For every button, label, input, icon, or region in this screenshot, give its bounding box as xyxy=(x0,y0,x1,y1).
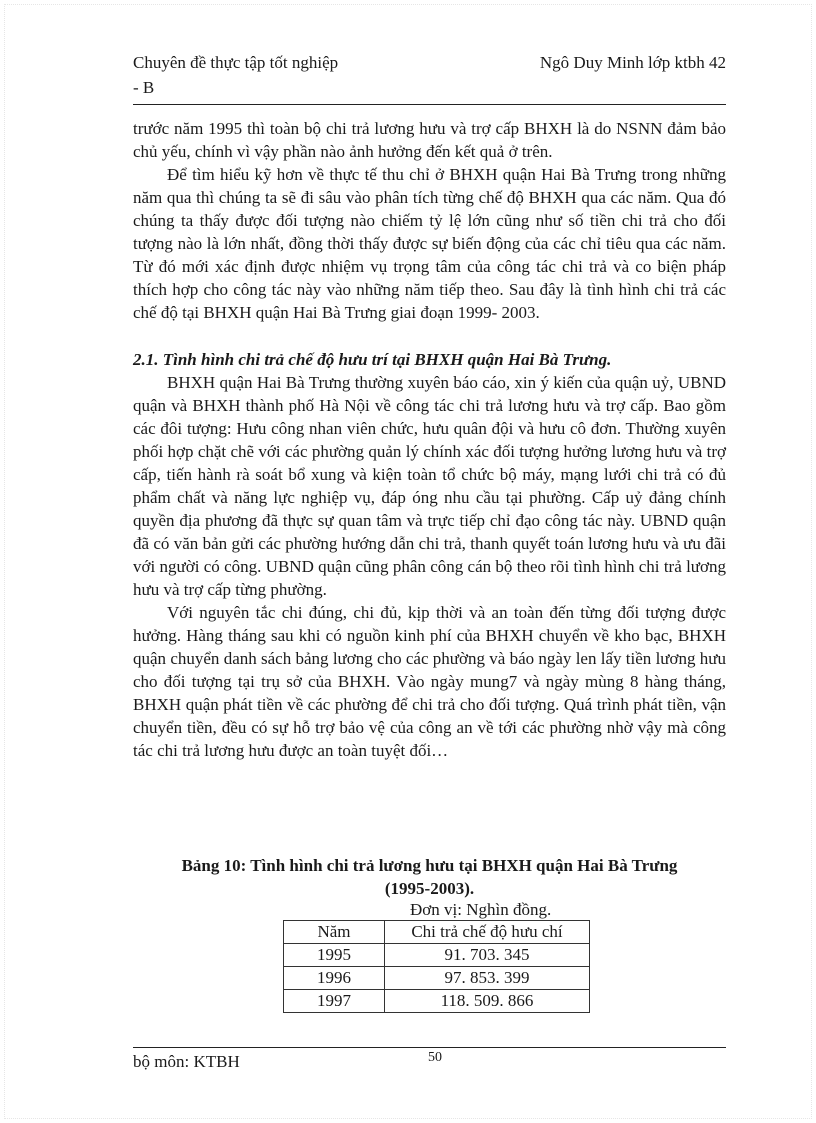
table-unit: Đơn vị: Nghìn đồng. xyxy=(410,900,552,919)
amount-cell: 118. 509. 866 xyxy=(385,990,590,1013)
year-cell: 1995 xyxy=(284,944,385,967)
document-body xyxy=(133,117,726,762)
amount-cell: 91. 703. 345 xyxy=(385,944,590,967)
paragraph-2: Để tìm hiểu kỹ hơn về thực tế thu chỉ ở BHXH quận Hai Bà Trưng trong những năm qua thì chúng ta sẽ đi sâu vào phân tích từng chế độ BHXH qua các năm. Qua đó chúng ta thấy được đối tượng nào chiếm tỷ lệ lớn cũng như số tiền chi trả cho đối tượng nào là lớn nhất, đồng thời thấy được sự biến động của các chỉ tiêu qua các năm. Từ đó mới xác định được nhiệm vụ trọng tâm của công tác chi trả và co biện pháp thích hợp cho công tác này vào những năm tiếp theo. Sau đây là tình hình chi trả các chế độ tại BHXH quận Hai Bà Trưng giai đoạn 1999- 2003. xyxy=(133,165,726,322)
paragraph-1: trước năm 1995 thì toàn bộ chi trả lương hưu và trợ cấp BHXH là do NSNN đảm bảo chủ yếu, chính vì vậy phần nào ảnh hưởng đến kết quả ở trên. xyxy=(133,119,726,161)
footer-department: bộ môn: KTBH xyxy=(133,1052,240,1071)
table-row xyxy=(284,990,590,1013)
column-header-amount: Chi trả chế độ hưu chí xyxy=(385,921,590,944)
header-continuation: - B xyxy=(133,78,155,97)
amount-cell: 97. 853. 399 xyxy=(385,967,590,990)
year-cell: 1996 xyxy=(284,967,385,990)
pension-table xyxy=(283,920,590,1013)
table-title: Bảng 10: Tình hình chi trả lương hưu tại BHXH quận Hai Bà Trưng xyxy=(181,856,678,875)
table-title-period: (1995-2003). xyxy=(384,879,475,898)
column-header-year: Năm xyxy=(284,921,385,944)
table-row xyxy=(284,967,590,990)
year-cell: 1997 xyxy=(284,990,385,1013)
header-divider xyxy=(133,104,726,105)
table-caption xyxy=(133,854,726,900)
page-number: 50 xyxy=(428,1050,442,1065)
paragraph-4: Với nguyên tắc chi đúng, chi đủ, kịp thời và an toàn đến từng đối tượng được hưởng. Hàng tháng sau khi có nguồn kinh phí của BHXH chuyển về kho bạc, BHXH quận chuyển danh sách bảng lương cho các phường và báo ngày len lấy tiền lương hưu cho đối tượng tại trụ sở của BHXH. Vào ngày mung7 và ngày mùng 8 hàng tháng, BHXH quận phát tiền về các phường để chi trả cho đối tượng. Quá trình phát tiền, vận chuyển tiền, đều có sự hỗ trợ bảo vệ của công an về tới các phường nhờ vậy mà công tác chi trả lương hưu được an toàn tuyệt đối… xyxy=(133,603,726,760)
header-title: Chuyên đề thực tập tốt nghiệp xyxy=(133,53,339,72)
section-heading: 2.1. Tình hình chi trả chế độ hưu trí tại BHXH quận Hai Bà Trưng. xyxy=(133,350,612,369)
footer-divider xyxy=(133,1047,726,1048)
table-header-row xyxy=(284,921,590,944)
table-row xyxy=(284,944,590,967)
paragraph-3: BHXH quận Hai Bà Trưng thường xuyên báo cáo, xin ý kiến của quận uỷ, UBND quận và BHXH thành phố Hà Nội về công tác chi trả lương hưu và trợ cấp. Bao gồm các đôi tượng: Hưu công nhan viên chức, hưu quân đội và hưu cô đơn. Thường xuyên phối hợp chặt chẽ với các phường quản lý chính xác đối tượng hưởng lương hưu và trợ cấp, tiến hành rà soát bổ xung và kiện toàn tổ chức bộ máy, mạng lưới chi trả có đủ phẩm chất và năng lực nghiệp vụ, đáp óng nhu cầu tại phường. Cấp uỷ đảng chính quyền địa phương đã thực sự quan tâm và trực tiếp chỉ đạo công tác này. UBND quận đã có văn bản gửi các phường hướng dẫn chi trả, thanh quyết toán lương hưu và ưu đãi với người có công. UBND quận cũng phân công cán bộ theo rõi tình hình chi trả lương hưu và trợ cấp từng phường. xyxy=(133,373,726,599)
header-author: Ngô Duy Minh lớp ktbh 42 xyxy=(539,53,726,72)
